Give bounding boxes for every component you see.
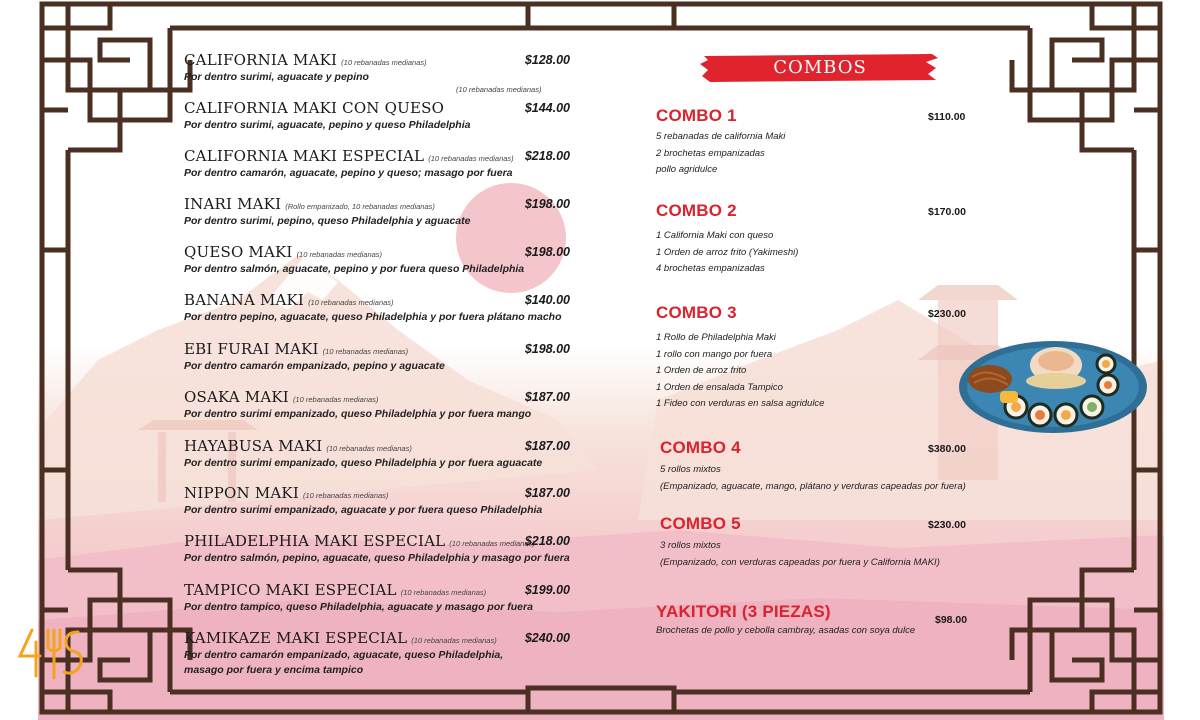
combo-price: $98.00 — [935, 614, 968, 626]
combo-item — [656, 106, 976, 179]
item-description: Por dentro surimi, aguacate, pepino y queso Philadelphia — [184, 119, 471, 131]
combo-line: 2 brochetas empanizadas — [656, 147, 765, 159]
item-note: (10 rebanadas medianas) — [456, 85, 542, 94]
item-price: $187.00 — [524, 486, 570, 500]
combo-line: 1 Rollo de Philadelphia Maki — [656, 332, 776, 343]
item-price: $140.00 — [524, 293, 570, 307]
restaurant-logo-icon — [14, 622, 88, 684]
item-name: NIPPON MAKI — [184, 484, 299, 502]
item-description: Por dentro salmón, aguacate, pepino y por fuera queso Philadelphia — [184, 263, 525, 275]
combo-price: $380.00 — [928, 443, 966, 455]
item-note: (10 rebanadas medianas) — [296, 250, 383, 259]
menu-item — [184, 483, 574, 517]
item-name: QUESO MAKI — [184, 243, 293, 261]
item-price: $240.00 — [524, 631, 570, 645]
item-description: Por dentro surimi empanizado, queso Philadelphia y por fuera mango — [184, 408, 532, 420]
item-price: $218.00 — [524, 534, 570, 548]
combos-heading-banner — [700, 52, 940, 84]
menu-item — [184, 194, 574, 228]
combo-title: COMBO 4 — [660, 438, 741, 457]
item-price: $198.00 — [524, 342, 570, 356]
item-name: INARI MAKI — [184, 195, 282, 213]
item-description: Por dentro surimi empanizado, aguacate y por fuera queso Philadelphia — [184, 504, 543, 516]
combo-price: $230.00 — [928, 519, 966, 531]
item-name: CALIFORNIA MAKI CON QUESO — [184, 99, 445, 117]
item-description: Por dentro camarón empanizado, aguacate, queso Philadelphia, — [184, 649, 504, 661]
item-note: (10 rebanadas medianas) — [322, 347, 409, 356]
combo-price: $170.00 — [928, 206, 966, 218]
combo-title: COMBO 5 — [660, 514, 741, 533]
item-name: BANANA MAKI — [184, 291, 305, 309]
item-name: CALIFORNIA MAKI — [184, 51, 338, 69]
item-price: $128.00 — [524, 53, 570, 67]
item-name: KAMIKAZE MAKI ESPECIAL — [184, 629, 408, 647]
combo-line: 1 Orden de arroz frito (Yakimeshi) — [656, 246, 799, 258]
combo-price: $230.00 — [928, 308, 966, 320]
combo-line: 1 Orden de arroz frito — [656, 365, 747, 376]
item-price: $187.00 — [524, 439, 570, 453]
item-price: $218.00 — [524, 149, 570, 163]
item-note: (10 rebanadas medianas) — [411, 636, 497, 645]
combo-item — [660, 438, 980, 495]
item-note: (10 rebanadas medianas) — [302, 491, 389, 500]
item-note: (10 rebanadas medianas) — [341, 58, 427, 67]
combo-line: 3 rollos mixtos — [660, 540, 721, 551]
item-description: Por dentro salmón, pepino, aguacate, queso Philadelphia y masago por fuera — [184, 552, 570, 564]
combo-item — [660, 514, 980, 571]
item-note: (Rollo empanizado, 10 rebanadas medianas) — [285, 202, 435, 211]
item-price: $187.00 — [524, 390, 570, 404]
menu-item — [184, 290, 574, 324]
item-name: OSAKA MAKI — [184, 388, 289, 406]
menu-item — [184, 50, 574, 84]
item-description: Por dentro camarón empanizado, pepino y aguacate — [184, 360, 445, 372]
combos-heading: COMBOS — [773, 57, 867, 78]
menu-item — [184, 85, 574, 132]
item-description: Por dentro camarón, aguacate, pepino y queso; masago por fuera — [184, 167, 513, 179]
combo-title: YAKITORI (3 PIEZAS) — [656, 602, 831, 621]
combo-line: 1 Orden de ensalada Tampico — [656, 381, 783, 393]
item-description: Por dentro surimi empanizado, queso Philadelphia y por fuera aguacate — [184, 457, 543, 469]
item-note: (10 rebanadas medianas) — [428, 154, 514, 163]
item-description: Por dentro surimi, aguacate y pepino — [184, 71, 369, 83]
menu-item — [184, 628, 574, 677]
item-note: (10 rebanadas medianas) — [308, 298, 394, 307]
item-price: $198.00 — [524, 245, 570, 259]
combo-item — [656, 602, 976, 640]
combo-title: COMBO 2 — [656, 201, 737, 220]
combo-line: 1 rollo con mango por fuera — [656, 348, 773, 360]
item-note: (10 rebanadas medianas) — [449, 539, 535, 548]
menu-item — [184, 242, 574, 276]
item-name: PHILADELPHIA MAKI ESPECIAL — [184, 532, 446, 550]
menu-item — [184, 580, 574, 614]
combo-line: Brochetas de pollo y cebolla cambray, asadas con soya dulce — [656, 625, 916, 636]
combo-line: (Empanizado, con verduras capeadas por fuera y California MAKI) — [660, 556, 940, 568]
combo-line: 1 Fideo con verduras en salsa agridulce — [656, 398, 825, 409]
combo-title: COMBO 3 — [656, 303, 737, 322]
item-name: TAMPICO MAKI ESPECIAL — [184, 581, 397, 599]
combo-line: pollo agridulce — [656, 164, 718, 175]
item-note: (10 rebanadas medianas) — [292, 395, 379, 404]
item-description-line2: masago por fuera y encima tampico — [184, 664, 364, 676]
menu-item — [184, 339, 574, 373]
combo-line: (Empanizado, aguacate, mango, plátano y verduras capeadas por fuera) — [660, 480, 966, 492]
combo-item — [656, 201, 976, 278]
item-note: (10 rebanadas medianas) — [326, 444, 412, 453]
item-name: HAYABUSA MAKI — [184, 437, 323, 455]
combo-price: $110.00 — [928, 111, 966, 123]
item-price: $199.00 — [524, 583, 570, 597]
item-description: Por dentro pepino, aguacate, queso Philadelphia y por fuera plátano macho — [184, 311, 562, 323]
combo-line: 4 brochetas empanizadas — [656, 263, 765, 274]
combo-title: COMBO 1 — [656, 106, 737, 125]
menu-item — [184, 387, 574, 421]
item-description: Por dentro tampico, queso Philadelphia, aguacate y masago por fuera — [184, 601, 533, 613]
combo-line: 1 California Maki con queso — [656, 230, 774, 241]
combo-item — [656, 303, 976, 413]
menu-item — [184, 146, 574, 180]
menu-item — [184, 436, 574, 470]
menu-item — [184, 531, 574, 565]
sushi-plate-icon — [956, 337, 1150, 437]
item-price: $198.00 — [524, 197, 570, 211]
item-name: CALIFORNIA MAKI ESPECIAL — [184, 147, 425, 165]
combo-line: 5 rollos mixtos — [660, 464, 721, 475]
item-price: $144.00 — [524, 101, 570, 115]
item-name: EBI FURAI MAKI — [184, 340, 319, 358]
combo-line: 5 rebanadas de california Maki — [656, 131, 786, 142]
item-note: (10 rebanadas medianas) — [400, 588, 487, 597]
item-description: Por dentro surimi, pepino, queso Philadelphia y aguacate — [184, 215, 471, 227]
